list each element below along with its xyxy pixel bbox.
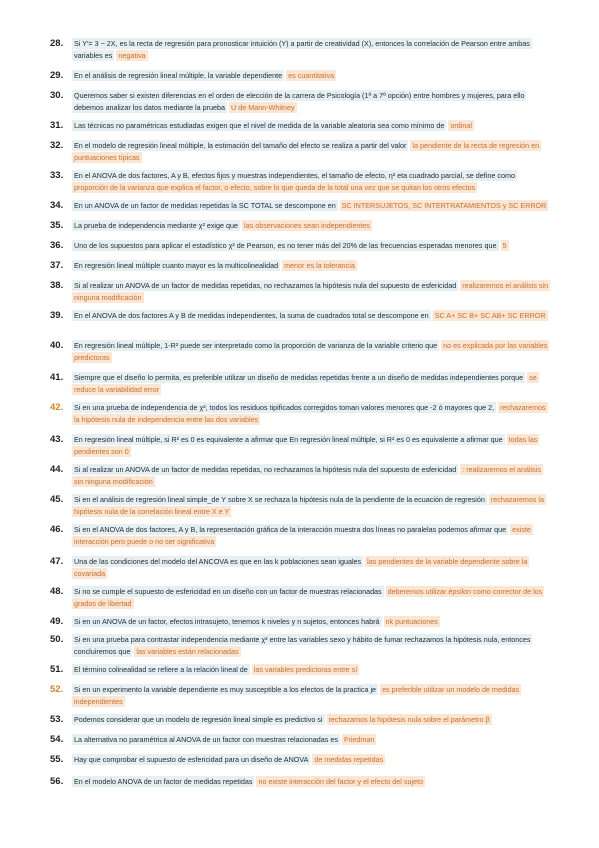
question-text: Siempre que el diseño lo permita, es preferible utilizar un diseño de medidas repetidas frente a un diseño de medidas independientes porque [74, 373, 524, 382]
list-item [50, 494, 550, 517]
answer-text: ordinal [450, 121, 472, 130]
list-item [50, 776, 550, 788]
answer-text: realizaremos el análisis sin ninguna modificación [74, 281, 549, 302]
question-text: Si en el ANOVA de dos factores, A y B, la representación gráfica de la interacción muestra dos líneas no paralelas podemos afirmar que [74, 525, 507, 534]
answer-text: es preferible utilizar un modelo de medidas independientes [74, 685, 520, 706]
question-text: Si en una prueba para contrastar independencia mediante χ² entre las variables sexo y hábito de fumar rechazamos la hipótesis nula, entonces concluiremos que [74, 635, 531, 656]
question-text: Si en un ANOVA de un factor, efectos intrasujeto, tenemos k niveles y n sujetos, entonces habrá [74, 617, 380, 626]
list-item [50, 634, 550, 657]
item-number: 38. [50, 280, 64, 291]
item-number: 30. [50, 90, 64, 101]
question-text: Queremos saber si existen diferencias en el orden de elección de la carrera de Psicología (1ª a 7ª opción) entre hombres y mujeres, para ello debemos analizar los datos mediante la prueba [74, 91, 525, 112]
item-number: 46. [50, 524, 64, 535]
list-item [50, 664, 550, 676]
question-text: En el análisis de regresión lineal múltiple, la variable dependiente [74, 71, 283, 80]
item-body [72, 90, 550, 113]
answer-text: rechazamos la hipótesis nula sobre el parámetro β [328, 715, 490, 724]
answer-text: es cuantitativa [288, 71, 335, 80]
list-item [50, 402, 550, 425]
item-body [72, 684, 550, 707]
question-text: Si al realizar un ANOVA de un factor de medidas repetidas, no rechazamos la hipótesis nula del supuesto de esfericidad [74, 465, 457, 474]
answer-text: no es explicada por las variables predictoras [74, 341, 548, 362]
list-item [50, 170, 550, 193]
list-item [50, 464, 550, 487]
answer-text: las pendientes de la variable dependiente sobre la covariada [74, 557, 528, 578]
list-item [50, 220, 550, 232]
question-text: El término colinealidad se refiere a la relación lineal de [74, 665, 248, 674]
answer-text: las observaciones sean independientes [244, 221, 370, 230]
question-text: Si al realizar un ANOVA de un factor de medidas repetidas, no rechazamos la hipótesis nula del supuesto de esfericidad [74, 281, 457, 290]
question-text: Si Y′= 3 − 2X, es la recta de regresión para pronosticar intuición (Y) a partir de creatividad (X), entonces la correlación de Pearson entre ambas variables es [74, 39, 530, 60]
item-body [72, 310, 550, 322]
question-text: La alternativa no paramétrica al ANOVA de un factor con muestras relacionadas es [74, 735, 338, 744]
item-body [72, 494, 550, 517]
answer-text: U de Mann-Whitney [231, 102, 295, 112]
item-number: 31. [50, 120, 64, 131]
list-item [50, 684, 550, 707]
list-item [50, 372, 550, 395]
item-number: 55. [50, 754, 64, 765]
item-number: 47. [50, 556, 64, 567]
item-number: 41. [50, 372, 64, 383]
answer-text: SC A+ SC B+ SC AB+ SC ERROR [434, 311, 546, 320]
list-item [50, 714, 550, 726]
item-body [72, 200, 550, 212]
item-body [72, 556, 550, 579]
item-number: 43. [50, 434, 64, 445]
question-text: Uno de los supuestos para aplicar el estadístico χ² de Pearson, es no tener más del 20% de las frecuencias esperadas menores que [74, 241, 497, 250]
item-body [72, 586, 550, 609]
item-number: 29. [50, 70, 64, 81]
answer-text: las variables están relacionadas [136, 646, 239, 656]
list-item [50, 280, 550, 303]
answer-text: menor es la tolerancia [284, 261, 355, 270]
item-body [72, 170, 550, 193]
question-text: Si en el análisis de regresión lineal simple_de Y sobre X se rechaza la hipótesis nula de la pendiente de la ecuación de regresión [74, 495, 485, 504]
item-body [72, 372, 550, 395]
item-number: 52. [50, 684, 64, 695]
question-text: En el ANOVA de dos factores, A y B, efectos fijos y muestras independientes, el tamaño de efecto, η² eta cuadrado parcial, se define como [74, 171, 515, 180]
question-text: En el modelo de regresión lineal múltiple, la estimación del tamaño del efecto se realiza a partir del valor [74, 141, 407, 150]
item-number: 34. [50, 200, 64, 211]
answer-text: deberemos utilizar épsilon como corrector de los grados de libertad [74, 587, 543, 608]
question-text: En regresión lineal múltiple, si R² es 0 es equivalente a afirmar que En regresión lineal múltiple, si R² es 0 es equivalente a afirmar que [74, 435, 503, 444]
item-number: 50. [50, 634, 64, 645]
list-item [50, 70, 550, 82]
item-number: 28. [50, 38, 64, 49]
list-item [50, 616, 550, 628]
list-item [50, 734, 550, 746]
question-text: Si no se cumple el supuesto de esfericidad en un diseño con un factor de muestras relacionadas [74, 587, 382, 596]
list-item [50, 140, 550, 163]
list-item [50, 260, 550, 272]
list-item [50, 434, 550, 457]
question-text: Podemos considerar que un modelo de regresión lineal simple es predictivo si [74, 715, 323, 724]
list-item [50, 120, 550, 132]
question-text: La prueba de independencia mediante χ² exige que [74, 221, 239, 230]
answer-text: rechazaremos la hipótesis nula de independencia entre las dos variables [74, 403, 546, 424]
question-text: Si en una prueba de independencia de χ², todos los residuos tipificados corregidos toman valores menores que -2 ó mayores que 2, [74, 403, 495, 412]
answer-text: 5 [502, 241, 507, 250]
item-body [72, 140, 550, 163]
answer-text: todas las pendientes son 0 [74, 435, 538, 456]
answer-text: SC INTERSUJETOS, SC INTERTRATAMIENTOS y SC ERROR [341, 201, 547, 210]
item-number: 40. [50, 340, 64, 351]
list-item [50, 556, 550, 579]
answer-text: las variables predictoras entre sí [253, 665, 358, 674]
question-text: Una de las condiciones del modelo del ANCOVA es que en las k poblaciones sean iguales [74, 557, 362, 566]
answer-text: se reduce la variabilidad error [74, 373, 537, 394]
question-text: En el ANOVA de dos factores A y B de medidas independientes, la suma de cuadrados total se descompone en [74, 311, 429, 320]
item-number: 56. [50, 776, 64, 787]
item-body [72, 734, 550, 746]
answer-text: la pendiente de la recta de regresión en puntuaciones típicas [74, 141, 540, 162]
item-number: 37. [50, 260, 64, 271]
list-item [50, 200, 550, 212]
item-body [72, 402, 550, 425]
answer-text: nk puntuaciones [385, 617, 438, 626]
item-body [72, 664, 550, 676]
answer-text: rechazaremos la hipótesis nula de la correlación lineal entre X e Y [74, 495, 545, 516]
answer-text: negativa [118, 50, 146, 60]
item-body [72, 220, 550, 232]
answer-text: no existe interacción del factor y el efecto del sujeto [258, 777, 424, 786]
question-text: En regresión lineal múltiple, 1-R² puede ser interpretado como la proporción de varianza de la variable criterio que [74, 341, 438, 350]
item-body [72, 434, 550, 457]
item-number: 33. [50, 170, 64, 181]
list-item [50, 240, 550, 252]
list-item [50, 340, 550, 363]
item-body [72, 464, 550, 487]
item-body [72, 280, 550, 303]
item-body [72, 714, 550, 726]
answer-text: de medidas repetidas [314, 755, 384, 764]
list-item [50, 524, 550, 547]
item-number: 35. [50, 220, 64, 231]
list-item [50, 310, 550, 322]
question-text: Hay que comprobar el supuesto de esfericidad para un diseño de ANOVA [74, 755, 309, 764]
item-body [72, 776, 550, 788]
list-item [50, 586, 550, 609]
answer-text: existe interacción pero puede o no ser significativa [74, 525, 531, 546]
answer-text: proporción de la varianza que explica el factor, o efecto, sobre lo que queda de la total una vez que se quitan los otros efectos [74, 182, 476, 192]
list-item [50, 754, 550, 766]
item-body [72, 70, 550, 82]
item-body [72, 616, 550, 628]
item-number: 42. [50, 402, 64, 413]
item-number: 32. [50, 140, 64, 151]
question-text: En el modelo ANOVA de un factor de medidas repetidas [74, 777, 253, 786]
item-number: 53. [50, 714, 64, 725]
item-number: 54. [50, 734, 64, 745]
item-body [72, 340, 550, 363]
answer-text: Friedman [343, 735, 375, 744]
item-body [72, 260, 550, 272]
answer-text: : realizaremos el análisis sin ninguna modificación [74, 465, 541, 486]
item-number: 49. [50, 616, 64, 627]
item-body [72, 524, 550, 547]
question-text: En un ANOVA de un factor de medidas repetidas la SC TOTAL se descompone en [74, 201, 336, 210]
item-number: 39. [50, 310, 64, 321]
question-text: En regresión lineal múltiple cuanto mayor es la multicolinealidad [74, 261, 279, 270]
item-body [72, 754, 550, 766]
list-item [50, 38, 550, 61]
item-number: 36. [50, 240, 64, 251]
item-body [72, 120, 550, 132]
item-number: 51. [50, 664, 64, 675]
item-number: 45. [50, 494, 64, 505]
list-item [50, 90, 550, 113]
question-text: Las técnicas no paramétricas estudiadas exigen que el nivel de medida de la variable aleatoria sea como mínimo de [74, 121, 445, 130]
item-body [72, 634, 550, 657]
item-number: 48. [50, 586, 64, 597]
item-body [72, 240, 550, 252]
item-body [72, 38, 550, 61]
item-number: 44. [50, 464, 64, 475]
question-text: Si en un experimento la variable dependiente es muy susceptible a los efectos de la practica je [74, 685, 377, 694]
